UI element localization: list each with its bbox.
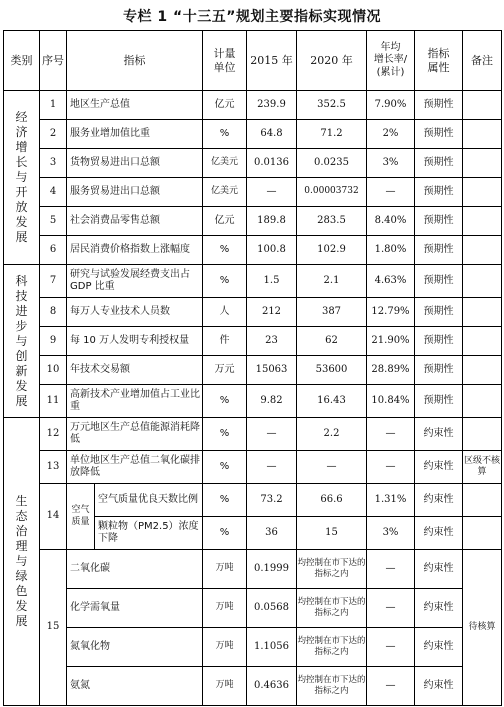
row-growth: 1.31% [367,484,415,517]
row-2020: 均控制在市下达的指标之内 [297,628,367,667]
row-unit: 件 [203,327,247,356]
row-2020: 16.43 [297,385,367,418]
table-row [4,265,502,298]
row-seq: 1 [40,91,67,120]
row-2020: 387 [297,298,367,327]
row-indicator: 年技术交易额 [67,356,203,385]
row-attr: 约束性 [415,484,463,517]
table-row [4,418,502,451]
row-2020: 283.5 [297,207,367,236]
row-unit: % [203,120,247,149]
row-2015: 23 [247,327,297,356]
row-attr: 预期性 [415,327,463,356]
row-2015: 100.8 [247,236,297,265]
header-growth: 年均 增长率/ (累计) [367,31,415,91]
row-unit: % [203,236,247,265]
row-2015: 1.5 [247,265,297,298]
row-indicator: 研究与试验发展经费支出占GDP 比重 [67,265,203,298]
row-growth: — [367,628,415,667]
table-title: 专栏 1 “十三五”规划主要指标实现情况 [123,9,381,25]
row-unit: % [203,451,247,484]
table-row [4,484,502,517]
row-indicator: 服务业增加值比重 [67,120,203,149]
row-2015: 0.4636 [247,667,297,706]
row-attr: 约束性 [415,418,463,451]
row-2015: 1.1056 [247,628,297,667]
row-unit: 亿元 [203,207,247,236]
row-2020: 均控制在市下达的指标之内 [297,589,367,628]
row-2015: 15063 [247,356,297,385]
row-growth: 7.90% [367,91,415,120]
header-row [4,31,502,91]
header-indicator: 指标 [67,31,203,91]
row-seq: 13 [40,451,67,484]
row-note [463,265,502,298]
row-indicator: 二氧化碳 [67,550,203,589]
row-2020: 0.00003732 [297,178,367,207]
row-indicator: 化学需氧量 [67,589,203,628]
row-growth: 1.80% [367,236,415,265]
row-unit: 万吨 [203,589,247,628]
row-attr: 预期性 [415,178,463,207]
table-row [4,207,502,236]
row-indicator: 空气质量优良天数比例 [95,484,203,517]
indicators-table [3,30,502,706]
row-attr: 预期性 [415,298,463,327]
row-unit: 亿美元 [203,149,247,178]
row-2020: 2.1 [297,265,367,298]
category-eco: 生态治理与绿色发展 [4,418,40,706]
row-unit: 人 [203,298,247,327]
row-attr: 预期性 [415,236,463,265]
row-unit: 亿元 [203,91,247,120]
table-row [4,120,502,149]
category-econ: 经济增长与开放发展 [4,91,40,265]
header-seq: 序号 [40,31,67,91]
row-2015: — [247,178,297,207]
row-attr: 约束性 [415,517,463,550]
row-note [463,236,502,265]
row-unit: % [203,265,247,298]
row-note [463,178,502,207]
row-note [463,517,502,550]
row-unit: % [203,484,247,517]
row-2020: 15 [297,517,367,550]
row-attr: 预期性 [415,149,463,178]
row-2015: 212 [247,298,297,327]
row-note [463,298,502,327]
row-growth: 3% [367,517,415,550]
row-attr: 约束性 [415,628,463,667]
row-growth: 4.63% [367,265,415,298]
row-seq: 14 [40,484,67,550]
row-unit: 万吨 [203,667,247,706]
row-indicator: 万元地区生产总值能源消耗降低 [67,418,203,451]
row-2015: 9.82 [247,385,297,418]
row-attr: 约束性 [415,667,463,706]
row-attr: 预期性 [415,265,463,298]
row-growth: — [367,667,415,706]
row-growth: — [367,589,415,628]
table-row [4,589,502,628]
row-unit: % [203,517,247,550]
row-indicator: 氮氧化物 [67,628,203,667]
row-2015: 73.2 [247,484,297,517]
row-attr: 约束性 [415,550,463,589]
row-unit: % [203,385,247,418]
row-growth: 12.79% [367,298,415,327]
row-indicator: 服务贸易进出口总额 [67,178,203,207]
row-2015: — [247,451,297,484]
row-indicator: 颗粒物（PM2.5）浓度下降 [95,517,203,550]
row-growth: 21.90% [367,327,415,356]
table-row [4,451,502,484]
row-2015: 0.0568 [247,589,297,628]
table-row [4,628,502,667]
row-growth: 8.40% [367,207,415,236]
table-row [4,298,502,327]
row-unit: 万吨 [203,550,247,589]
row-seq: 9 [40,327,67,356]
row-2020: 53600 [297,356,367,385]
row-2015: 36 [247,517,297,550]
air-quality-group: 空气质量 [67,484,95,550]
row-attr: 约束性 [415,451,463,484]
row-2020: — [297,451,367,484]
row-note [463,484,502,517]
row-indicator: 高新技术产业增加值占工业比重 [67,385,203,418]
row-seq: 10 [40,356,67,385]
row-seq: 3 [40,149,67,178]
row-2015: 239.9 [247,91,297,120]
row-attr: 预期性 [415,356,463,385]
row-indicator: 每 10 万人发明专利授权量 [67,327,203,356]
category-tech: 科技进步与创新发展 [4,265,40,418]
row-indicator: 居民消费价格指数上涨幅度 [67,236,203,265]
table-row [4,91,502,120]
row-indicator: 单位地区生产总值二氧化碳排放降低 [67,451,203,484]
row-unit: 万吨 [203,628,247,667]
row-indicator: 每万人专业技术人员数 [67,298,203,327]
row-2015: — [247,418,297,451]
row-2015: 0.0136 [247,149,297,178]
row-2020: 均控制在市下达的指标之内 [297,550,367,589]
row-2020: 62 [297,327,367,356]
row-seq: 2 [40,120,67,149]
row-note [463,385,502,418]
row-seq: 5 [40,207,67,236]
row-2015: 0.1999 [247,550,297,589]
row-2015: 64.8 [247,120,297,149]
row-growth: 3% [367,149,415,178]
row-indicator: 氨氮 [67,667,203,706]
row-note: 区级不核算 [463,451,502,484]
row-seq: 7 [40,265,67,298]
row-indicator: 货物贸易进出口总额 [67,149,203,178]
header-category: 类别 [4,31,40,91]
row-attr: 预期性 [415,120,463,149]
row-note [463,327,502,356]
header-2015: 2015 年 [247,31,297,91]
row-2020: 0.0235 [297,149,367,178]
table-row [4,356,502,385]
row-2020: 352.5 [297,91,367,120]
row-growth: — [367,550,415,589]
row-attr: 预期性 [415,91,463,120]
row-note [463,418,502,451]
header-attr: 指标 属性 [415,31,463,91]
row-2020: 2.2 [297,418,367,451]
row-2020: 71.2 [297,120,367,149]
row-growth: 10.84% [367,385,415,418]
header-note: 备注 [463,31,502,91]
row-note [463,120,502,149]
row-seq: 12 [40,418,67,451]
row-note: 待核算 [463,550,502,706]
row-unit: % [203,418,247,451]
row-seq: 15 [40,550,67,706]
row-note [463,207,502,236]
row-unit: 万元 [203,356,247,385]
row-indicator: 社会消费品零售总额 [67,207,203,236]
row-2020: 102.9 [297,236,367,265]
table-row [4,327,502,356]
row-attr: 预期性 [415,385,463,418]
row-seq: 8 [40,298,67,327]
row-indicator: 地区生产总值 [67,91,203,120]
row-seq: 4 [40,178,67,207]
row-2020: 66.6 [297,484,367,517]
row-attr: 预期性 [415,207,463,236]
row-seq: 6 [40,236,67,265]
header-unit: 计量 单位 [203,31,247,91]
row-attr: 约束性 [415,589,463,628]
row-seq: 11 [40,385,67,418]
table-row [4,385,502,418]
table-row [4,149,502,178]
row-2020: 均控制在市下达的指标之内 [297,667,367,706]
row-note [463,356,502,385]
row-note [463,91,502,120]
row-growth: — [367,451,415,484]
row-unit: 亿美元 [203,178,247,207]
row-2015: 189.8 [247,207,297,236]
table-row [4,550,502,589]
row-note [463,149,502,178]
row-growth: 28.89% [367,356,415,385]
table-row [4,178,502,207]
table-row [4,236,502,265]
row-growth: — [367,418,415,451]
row-growth: — [367,178,415,207]
table-row [4,667,502,706]
row-growth: 2% [367,120,415,149]
header-2020: 2020 年 [297,31,367,91]
